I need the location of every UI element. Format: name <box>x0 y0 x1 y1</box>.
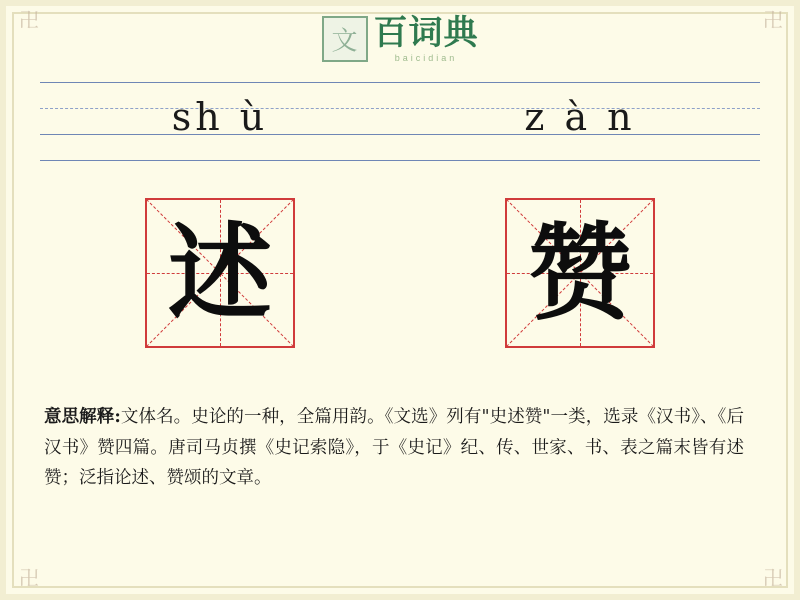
character-cell-1 <box>40 198 400 358</box>
character-row <box>40 198 760 358</box>
tianzige-box-1 <box>145 198 295 348</box>
pinyin-cell-2 <box>400 82 760 160</box>
logo-header <box>0 10 800 68</box>
pinyin-row <box>40 82 760 160</box>
logo-subtitle: baicidian <box>394 52 458 63</box>
pinyin-text-2: z à n <box>524 95 636 139</box>
site-logo[interactable] <box>322 12 479 63</box>
corner-ornament-bottom-right: 卍 <box>763 568 781 590</box>
logo-title: 百词典 <box>373 12 479 53</box>
pinyin-staff <box>40 82 760 160</box>
corner-ornament-bottom-left: 卍 <box>19 568 37 590</box>
seal-glyph: 文 <box>331 26 358 57</box>
corner-ornament-top-left: 卍 <box>19 10 37 32</box>
character-cell-2 <box>400 198 760 358</box>
logo-text <box>373 12 479 63</box>
explanation-block <box>44 402 744 494</box>
seal-icon <box>322 16 368 62</box>
hanzi-char-2: 赞 <box>527 211 632 334</box>
explanation-text: 文体名。史论的一种，全篇用韵。《文选》列有"史述赞"一类，选录《汉书》、《后汉书》赞四篇。唐司马贞撰《史记索隐》，于《史记》纪、传、世家、书、表之篇末皆有述赞；泛指论述、赞颂的文章。 <box>44 407 744 489</box>
pinyin-cell-1 <box>40 82 400 160</box>
hanzi-char-1: 述 <box>167 211 272 334</box>
explanation-label: 意思解释: <box>44 407 121 427</box>
pinyin-text-1: sh ù <box>171 95 269 139</box>
tianzige-box-2 <box>505 198 655 348</box>
staff-line-4 <box>40 160 760 161</box>
corner-ornament-top-right: 卍 <box>763 10 781 32</box>
